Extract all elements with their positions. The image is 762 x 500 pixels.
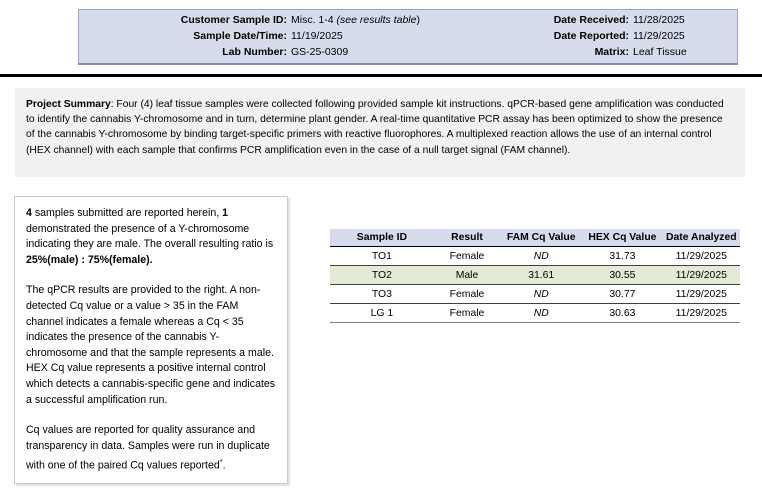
project-summary-title: Project Summary bbox=[26, 99, 111, 110]
cell-date-analyzed: 11/29/2025 bbox=[663, 266, 740, 285]
cell-result: Male bbox=[434, 266, 500, 285]
results-table bbox=[330, 229, 740, 323]
cell-sample-id: TO2 bbox=[330, 266, 434, 285]
narrative-p1-text-2: demonstrated the presence of a Y-chromosome indicating they are male. The overall resulting ratio is bbox=[26, 222, 274, 251]
narrative-paragraph-summary bbox=[26, 206, 277, 268]
table-row bbox=[330, 304, 740, 323]
cell-fam-cq-value: ND bbox=[500, 304, 582, 323]
date-reported-value: 11/29/2025 bbox=[633, 30, 685, 42]
narrative-footnote-marker: * bbox=[219, 457, 223, 467]
narrative-p1-text-1: samples submitted are reported herein, bbox=[31, 207, 223, 219]
cell-date-analyzed: 11/29/2025 bbox=[663, 285, 740, 304]
cell-date-analyzed: 11/29/2025 bbox=[663, 247, 740, 266]
matrix-value: Leaf Tissue bbox=[633, 46, 687, 58]
cell-sample-id: TO3 bbox=[330, 285, 434, 304]
date-received-value: 11/28/2025 bbox=[633, 14, 685, 26]
customer-sample-id-note: (see results table bbox=[336, 14, 417, 26]
narrative-paragraph-interpretation: The qPCR results are provided to the right. A non-detected Cq value or a value > 35 in the FAM channel indicates a female whereas a Cq < 35 indicates the presence of the cannabis Y-chromosome and that the sample represents a male. HEX Cq value represents a positive internal control which detects a cannabis-specific gene and indicates a successful amplification run. bbox=[26, 284, 276, 406]
cell-result: Female bbox=[434, 247, 500, 266]
cell-fam-cq-value: ND bbox=[500, 247, 582, 266]
lab-number-value: GS-25-0309 bbox=[291, 46, 349, 58]
sample-info-header bbox=[78, 9, 738, 65]
narrative-gender-ratio: 25%(male) : 75%(female). bbox=[26, 253, 153, 266]
column-header-sample-id: Sample ID bbox=[330, 229, 434, 247]
table-row bbox=[330, 285, 740, 304]
info-row-matrix bbox=[447, 45, 737, 60]
info-row-sample-datetime bbox=[79, 29, 447, 44]
cell-fam-cq-value: 31.61 bbox=[500, 266, 582, 285]
column-header-result: Result bbox=[434, 229, 500, 247]
matrix-label: Matrix: bbox=[594, 46, 629, 58]
column-header-fam-cq-value: FAM Cq Value bbox=[500, 229, 582, 247]
cell-hex-cq-value: 30.55 bbox=[582, 266, 662, 285]
cell-hex-cq-value: 30.77 bbox=[582, 285, 662, 304]
project-summary-body: : Four (4) leaf tissue samples were collected following provided sample kit instructions. qPCR-based gene amplification was conducted to identify the cannabis Y-chromosome and in turn, determine plant gender. A real-time quantitative PCR assay has been optimized to show the presence of the cannabis Y-chromosome by binding target-specific primers with reactive fluorophores. A multiplexed reaction allows the use of an internal control (HEX channel) with each sample that confirms PCR amplification even in the case of a null target signal (FAM channel). bbox=[26, 99, 724, 156]
header-divider-rule bbox=[0, 74, 762, 77]
narrative-p3-text: Cq values are reported for quality assurance and transparency in data. Samples were run in duplicate with one of the paired Cq values reported bbox=[26, 424, 270, 472]
project-summary-box bbox=[15, 88, 745, 177]
results-table-container bbox=[330, 229, 740, 323]
narrative-sample-count: 4 bbox=[26, 207, 32, 219]
project-summary-text bbox=[26, 97, 734, 158]
info-row-lab-number bbox=[79, 45, 447, 60]
customer-sample-id-value bbox=[291, 13, 420, 28]
column-header-date-analyzed: Date Analyzed bbox=[663, 229, 740, 247]
sample-info-left-column bbox=[79, 13, 447, 60]
table-row bbox=[330, 247, 740, 266]
narrative-p3-period: . bbox=[222, 459, 226, 472]
cell-fam-cq-value: ND bbox=[500, 285, 582, 304]
results-table-body bbox=[330, 247, 740, 323]
table-row bbox=[330, 266, 740, 285]
info-row-date-reported bbox=[447, 29, 737, 44]
results-table-header-row bbox=[330, 229, 740, 247]
lab-number-label: Lab Number: bbox=[222, 46, 287, 58]
results-narrative-panel bbox=[14, 196, 288, 484]
cell-hex-cq-value: 30.63 bbox=[582, 304, 662, 323]
date-reported-label: Date Reported: bbox=[553, 30, 629, 42]
cell-hex-cq-value: 31.73 bbox=[582, 247, 662, 266]
cell-result: Female bbox=[434, 304, 500, 323]
sample-datetime-value: 11/19/2025 bbox=[291, 30, 343, 42]
info-row-date-received bbox=[447, 13, 737, 28]
narrative-paragraph-qa bbox=[26, 423, 277, 474]
column-header-hex-cq-value: HEX Cq Value bbox=[582, 229, 662, 247]
narrative-male-count: 1 bbox=[222, 207, 229, 219]
cell-sample-id: TO1 bbox=[330, 247, 434, 266]
customer-sample-id-text: Misc. 1-4 bbox=[291, 14, 337, 26]
customer-sample-id-note-tail: ) bbox=[416, 14, 420, 26]
cell-result: Female bbox=[434, 285, 500, 304]
cell-sample-id: LG 1 bbox=[330, 304, 434, 323]
customer-sample-id-label: Customer Sample ID: bbox=[180, 14, 287, 26]
cell-date-analyzed: 11/29/2025 bbox=[663, 304, 740, 323]
sample-info-right-column bbox=[447, 13, 737, 60]
sample-datetime-label: Sample Date/Time: bbox=[193, 30, 287, 42]
info-row-customer-sample-id bbox=[79, 13, 447, 28]
results-table-head bbox=[330, 229, 740, 247]
date-received-label: Date Received: bbox=[553, 14, 629, 26]
